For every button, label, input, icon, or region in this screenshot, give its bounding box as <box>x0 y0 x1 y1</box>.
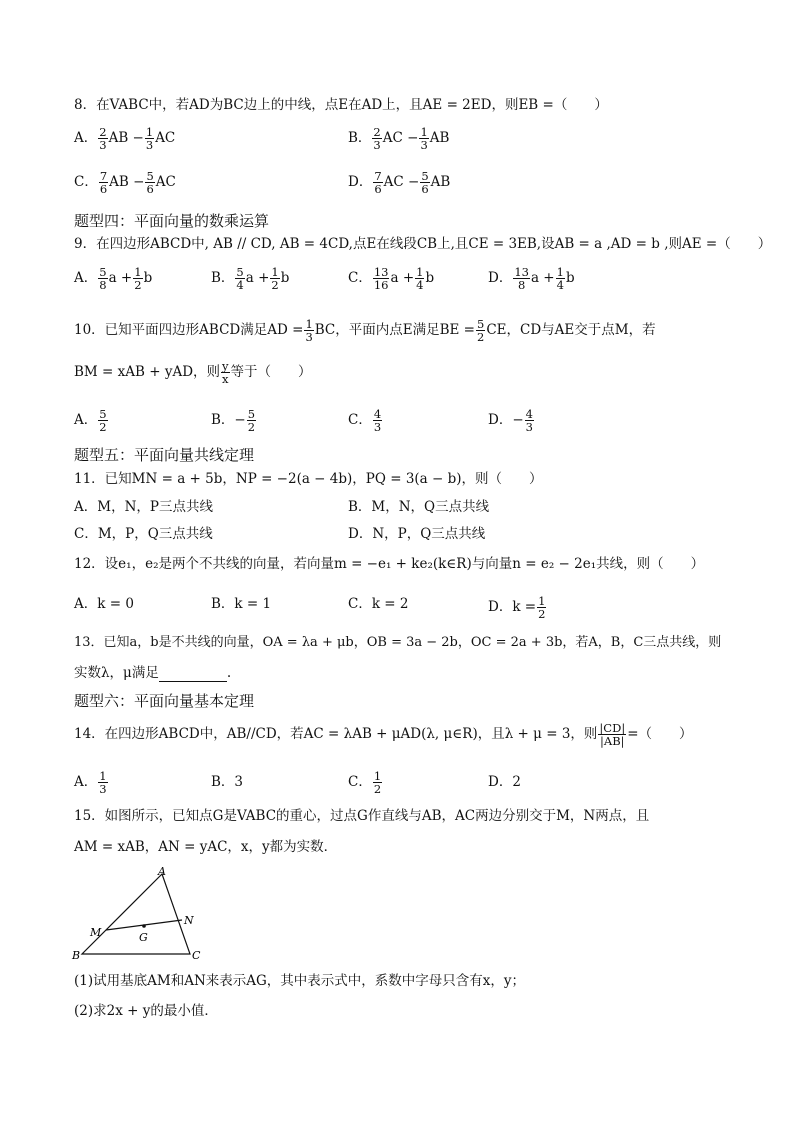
q9-option-c[interactable]: C． $\frac{13}{16}$ a + $\frac{1}{4}$ b <box>348 265 435 292</box>
fraction: $\frac{1}{4}$ <box>556 265 564 292</box>
triangle-figure <box>70 866 210 964</box>
q9-stem: 9．在四边形ABCD中, AB // CD, AB = 4CD,点E在线段CB上,且CE = 3EB,设AB = a ,AD = b ,则AE =（ ） <box>74 236 772 252</box>
fraction: $\frac{2}{3}$ <box>373 125 381 152</box>
q12-option-a[interactable]: A．k = 0 <box>74 596 134 612</box>
q10-option-a[interactable]: A． $\frac{5}{2}$ <box>74 407 107 434</box>
q10-stem-line1: 10．已知平面四边形ABCD满足AD = $\frac{1}{3}$ BC，平面内点E满足BE = $\frac{5}{2}$ CE，CD与AE交于点M，若 <box>74 317 656 344</box>
triangle-abc <box>82 874 190 954</box>
label-m: M <box>90 926 102 939</box>
q15-stem-line2: AM = xAB，AN = yAC，x，y都为实数． <box>74 839 338 855</box>
option-label: D． <box>348 174 373 190</box>
option-label: C． <box>74 174 98 190</box>
q12-option-d[interactable]: D．k = $\frac{1}{2}$ <box>488 594 546 621</box>
q10-option-b[interactable]: B．− $\frac{5}{2}$ <box>211 407 256 434</box>
fraction: $\frac{1}{2}$ <box>271 265 279 292</box>
q11-option-b[interactable]: B．M，N，Q三点共线 <box>348 499 490 515</box>
fraction: $\frac{13}{16}$ <box>373 265 389 292</box>
q10-option-d[interactable]: D．− $\frac{4}{3}$ <box>488 407 533 434</box>
section-heading-5: 题型五：平面向量共线定理 <box>74 446 255 464</box>
fraction: $\frac{1}{3}$ <box>420 125 428 152</box>
fraction: $\frac{7}{6}$ <box>99 169 108 196</box>
fraction: $\frac{4}{3}$ <box>525 407 533 434</box>
fraction: $\frac{5}{2}$ <box>247 407 256 434</box>
fraction: $\frac{1}{3}$ <box>305 317 313 344</box>
fraction: $\frac{5}{2}$ <box>99 407 107 434</box>
fraction: $\frac{y}{x}$ <box>222 359 229 386</box>
fraction: $\frac{1}{2}$ <box>538 594 546 621</box>
fraction: $\frac{1}{3}$ <box>145 125 154 152</box>
option-label: A． <box>74 130 98 146</box>
label-n: N <box>184 914 194 927</box>
label-c: C <box>192 949 201 962</box>
q15-stem-line1: 15．如图所示，已知点G是VABC的重心，过点G作直线与AB，AC两边分别交于M，N两点，且 <box>74 808 650 824</box>
fraction: $\frac{|CD|}{|AB|}$ <box>599 721 626 748</box>
fraction: $\frac{1}{2}$ <box>373 769 382 796</box>
q12-stem: 12．设e₁，e₂是两个不共线的向量，若向量m = −e₁ + ke₂(k∈R)与向量n = e₂ − 2e₁共线，则（ ） <box>74 556 705 572</box>
label-a: A <box>158 866 166 878</box>
fraction: $\frac{1}{4}$ <box>416 265 424 292</box>
q14-option-a[interactable]: A． $\frac{1}{3}$ <box>74 769 107 796</box>
label-g: G <box>139 931 148 944</box>
q14-option-d[interactable]: D．2 <box>488 774 521 790</box>
q10-option-c[interactable]: C． $\frac{4}{3}$ <box>348 407 382 434</box>
q12-option-c[interactable]: C．k = 2 <box>348 596 409 612</box>
q9-option-d[interactable]: D． $\frac{13}{8}$ a + $\frac{1}{4}$ b <box>488 265 575 292</box>
fraction: $\frac{13}{8}$ <box>514 265 529 292</box>
q11-option-a[interactable]: A．M，N，P三点共线 <box>74 499 213 515</box>
q14-stem: 14．在四边形ABCD中，AB//CD，若AC = λAB + μAD(λ, μ∈R)，且λ + μ = 3，则 $\frac{|CD|}{|AB|}$ =（ ） <box>74 721 693 748</box>
fraction: $\frac{5}{6}$ <box>146 169 154 196</box>
fraction: $\frac{4}{3}$ <box>373 407 382 434</box>
q11-option-d[interactable]: D．N，P，Q三点共线 <box>348 526 486 542</box>
q9-option-b[interactable]: B． $\frac{5}{4}$ a + $\frac{1}{2}$ b <box>211 265 290 292</box>
q14-option-b[interactable]: B．3 <box>211 774 244 790</box>
fraction: $\frac{5}{8}$ <box>99 265 107 292</box>
fraction: $\frac{1}{3}$ <box>99 769 107 796</box>
label-b: B <box>72 949 81 962</box>
q8-option-b[interactable]: B． $\frac{2}{3}$ AC − $\frac{1}{3}$ AB <box>348 125 450 152</box>
q11-stem: 11．已知MN = a + 5b，NP = −2(a − 4b)，PQ = 3(a − b)，则（ ） <box>74 471 543 487</box>
option-label: B． <box>348 130 372 146</box>
fraction: $\frac{1}{2}$ <box>134 265 142 292</box>
section-heading-4: 题型四：平面向量的数乘运算 <box>74 212 270 230</box>
q8-stem: 8．在VABC中，若AD为BC边上的中线，点E在AD上，且AE = 2ED，则EB =（ ） <box>74 97 608 113</box>
q9-option-a[interactable]: A． $\frac{5}{8}$ a + $\frac{1}{2}$ b <box>74 265 153 292</box>
fraction: $\frac{5}{2}$ <box>477 317 485 344</box>
q14-option-c[interactable]: C． $\frac{1}{2}$ <box>348 769 382 796</box>
q8-option-d[interactable]: D． $\frac{7}{6}$ AC − $\frac{5}{6}$ AB <box>348 169 451 196</box>
centroid-g-point <box>142 924 146 928</box>
section-heading-6: 题型六：平面向量基本定理 <box>74 692 255 710</box>
q10-stem-line2: BM = xAB + yAD，则 $\frac{y}{x}$ 等于（ ） <box>74 359 312 386</box>
q13-stem-line2: 实数λ，μ满足 . <box>74 665 232 681</box>
q11-option-c[interactable]: C．M，P，Q三点共线 <box>74 526 213 542</box>
fraction: $\frac{5}{4}$ <box>236 265 244 292</box>
fraction: $\frac{5}{6}$ <box>421 169 429 196</box>
fraction: $\frac{2}{3}$ <box>99 125 107 152</box>
fraction: $\frac{7}{6}$ <box>374 169 382 196</box>
q15-sub2: (2)求2x + y的最小值． <box>74 1003 218 1019</box>
q8-option-a[interactable]: A． $\frac{2}{3}$ AB − $\frac{1}{3}$ AC <box>74 125 176 152</box>
q15-sub1: (1)试用基底AM和AN来表示AG，其中表示式中，系数中字母只含有x，y； <box>74 973 526 989</box>
q8-option-c[interactable]: C． $\frac{7}{6}$ AB − $\frac{5}{6}$ AC <box>74 169 176 196</box>
q13-stem-line1: 13．已知a，b是不共线的向量，OA = λa + μb，OB = 3a − 2b，OC = 2a + 3b，若A，B，C三点共线，则 <box>74 635 722 650</box>
q12-option-b[interactable]: B．k = 1 <box>211 596 272 612</box>
answer-blank[interactable] <box>159 667 227 682</box>
